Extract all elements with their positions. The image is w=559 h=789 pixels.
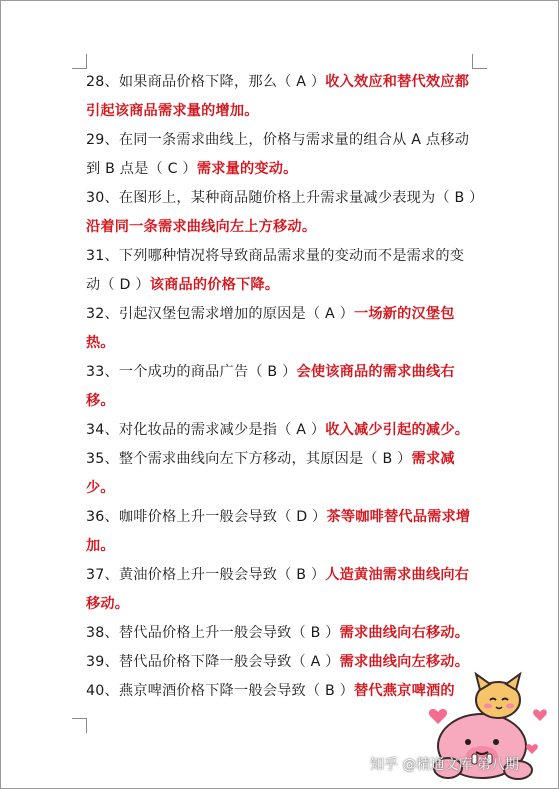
question-38: 38、替代品价格上升一般会导致（ B ）需求曲线向右移动。 — [86, 625, 470, 641]
answer-36: 茶等咖啡替代品需求增加。 — [86, 509, 471, 554]
answer-32: 一场新的汉堡包热。 — [86, 306, 455, 351]
question-29: 29、在同一条需求曲线上，价格与需求量的组合从 A 点移动到 B 点是（ C ）需求量的变动。 — [86, 132, 470, 177]
answer-28: 收入效应和替代效应都引起该商品需求量的增加。 — [86, 74, 470, 119]
margin-corner-top-left — [72, 54, 87, 69]
answer-34: 收入减少引起的减少。 — [325, 422, 470, 438]
question-30: 30、在图形上，某种商品随价格上升需求量减少表现为（ B ）沿着同一条需求曲线向左上方移动。 — [86, 190, 484, 235]
question-37: 37、黄油价格上升一般会导致（ B ）人造黄油需求曲线向右移动。 — [86, 567, 470, 612]
answer-30: 沿着同一条需求曲线向左上方移动。 — [86, 219, 317, 235]
question-39: 39、替代品价格下降一般会导致（ A ）需求曲线向左移动。 — [86, 654, 470, 670]
question-32: 32、引起汉堡包需求增加的原因是（ A ）一场新的汉堡包热。 — [86, 306, 455, 351]
question-35: 35、整个需求曲线向左下方移动，其原因是（ B ）需求减少。 — [86, 451, 455, 496]
question-40: 40、燕京啤酒价格下降一般会导致（ B ）替代燕京啤酒的 — [86, 683, 455, 699]
answer-40: 替代燕京啤酒的 — [354, 683, 455, 699]
answer-39: 需求曲线向左移动。 — [339, 654, 470, 670]
answer-37: 人造黄油需求曲线向右移动。 — [86, 567, 470, 612]
question-34: 34、对化妆品的需求减少是指（ A ）收入减少引起的减少。 — [86, 422, 470, 438]
question-33: 33、一个成功的商品广告（ B ）会使该商品的需求曲线右移。 — [86, 364, 455, 409]
answer-33: 会使该商品的需求曲线右移。 — [86, 364, 455, 409]
margin-corner-top-right — [472, 54, 487, 69]
answer-31: 该商品的价格下降。 — [149, 277, 280, 293]
answer-38: 需求曲线向右移动。 — [339, 625, 470, 641]
question-28: 28、如果商品价格下降，那么（ A ）收入效应和替代效应都引起该商品需求量的增加。 — [86, 74, 470, 119]
question-36: 36、咖啡价格上升一般会导致（ D ）茶等咖啡替代品需求增加。 — [86, 509, 471, 554]
answer-35: 需求减少。 — [86, 451, 455, 496]
answer-29: 需求量的变动。 — [196, 161, 298, 177]
question-31: 31、下列哪种情况将导致商品需求量的变动而不是需求的变动（ D ）该商品的价格下降。 — [86, 248, 465, 293]
margin-corner-bottom-left — [72, 718, 87, 733]
question-list — [86, 68, 484, 706]
zhihu-watermark: 知乎 @精通文库 第八期 — [370, 757, 519, 773]
